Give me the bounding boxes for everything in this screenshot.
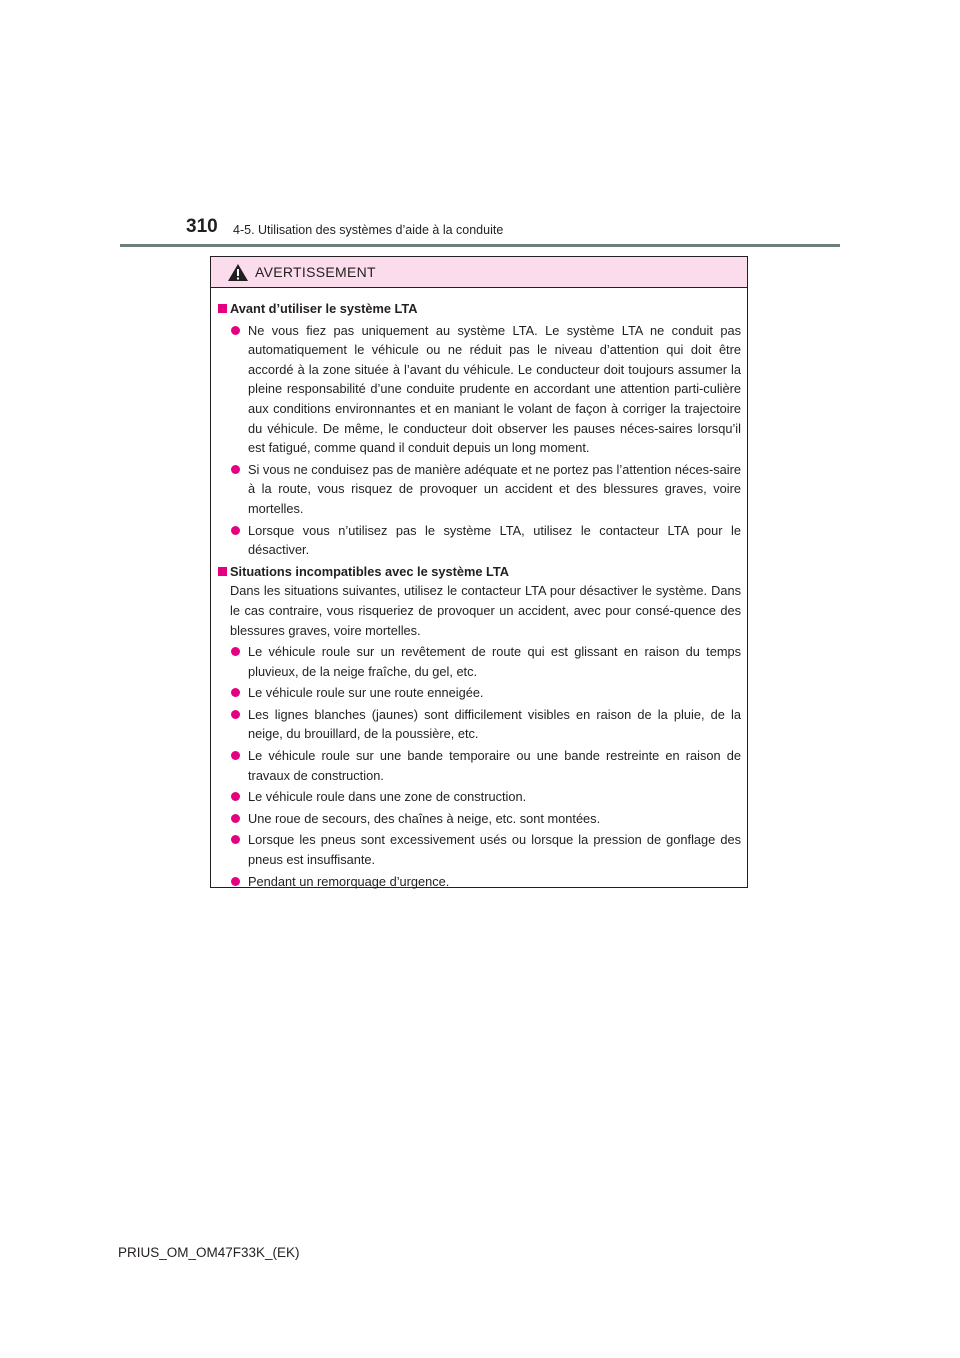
dot-bullet-icon [231, 710, 240, 719]
list-item: Une roue de secours, des chaînes à neige, etc. sont montées. [218, 809, 741, 829]
intro-paragraph: Dans les situations suivantes, utilisez le contacteur LTA pour désactiver le système. Dans le cas contraire, vous risqueriez de provoquer un accident, avec pour consé-quence des blessures graves, voire mortelles. [230, 583, 741, 638]
dot-bullet-icon [231, 877, 240, 886]
list-item: Le véhicule roule sur une route enneigée. [218, 683, 741, 703]
dot-bullet-icon [231, 526, 240, 535]
warning-body [211, 288, 747, 891]
dot-bullet-icon [231, 835, 240, 844]
footer-code: PRIUS_OM_OM47F33K_(EK) [118, 1245, 300, 1260]
square-bullet-icon [218, 567, 227, 576]
dot-bullet-icon [231, 751, 240, 760]
warning-header [211, 257, 747, 288]
section-title: 4-5. Utilisation des systèmes d’aide à la conduite [233, 223, 504, 237]
list-item: Pendant un remorquage d’urgence. [218, 872, 741, 892]
warning-triangle-icon [227, 263, 249, 282]
block-heading: Avant d’utiliser le système LTA [218, 299, 741, 319]
dot-bullet-icon [231, 814, 240, 823]
header-rule [120, 244, 840, 247]
page-number: 310 [186, 216, 218, 237]
list-item: Le véhicule roule dans une zone de construction. [218, 787, 741, 807]
square-bullet-icon [218, 304, 227, 313]
dot-bullet-icon [231, 792, 240, 801]
warning-box [210, 256, 748, 888]
list-item: Si vous ne conduisez pas de manière adéquate et ne portez pas l’attention néces-saire à la route, vous risquez de provoquer un accident et des blessures graves, voire mortelles. [218, 460, 741, 519]
dot-bullet-icon [231, 326, 240, 335]
dot-bullet-icon [231, 688, 240, 697]
list-item: Les lignes blanches (jaunes) sont difficilement visibles en raison de la pluie, de la neige, du brouillard, de la poussière, etc. [218, 705, 741, 744]
list-item: Ne vous fiez pas uniquement au système LTA. Le système LTA ne conduit pas automatiquement le véhicule ou ne réduit pas le niveau d’attention qui doit être accordé à la zone située à l’avant du véhicule. Le conducteur doit toujours assumer la pleine responsabilité d’une conduite prudente en accordant une attention parti-culière aux conditions environnantes et en maniant le volant de façon à corriger la trajectoire du véhicule. De même, le conducteur doit observer les pauses néces-saires lorsqu’il est fatigué, comme quand il conduit depuis un long moment. [218, 321, 741, 458]
list-item: Lorsque vous n’utilisez pas le système LTA, utilisez le contacteur LTA pour le désactiver. [218, 521, 741, 560]
list-item: Lorsque les pneus sont excessivement usés ou lorsque la pression de gonflage des pneus est insuffisante. [218, 830, 741, 869]
dot-bullet-icon [231, 465, 240, 474]
dot-bullet-icon [231, 647, 240, 656]
block-heading: Situations incompatibles avec le système LTA [218, 562, 741, 582]
list-item: Le véhicule roule sur un revêtement de route qui est glissant en raison du temps pluvieux, de la neige fraîche, du gel, etc. [218, 642, 741, 681]
list-item: Le véhicule roule sur une bande temporaire ou une bande restreinte en raison de travaux de construction. [218, 746, 741, 785]
warning-title: AVERTISSEMENT [255, 264, 376, 280]
